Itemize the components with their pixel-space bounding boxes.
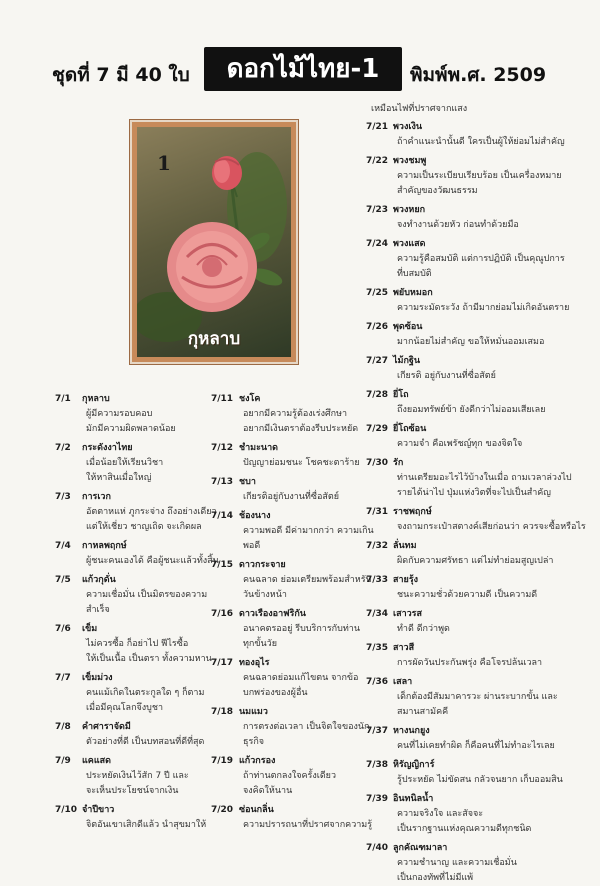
entry-code: 7/5 xyxy=(55,575,71,585)
entry-motto-line: จิตอันเขาเสิกดีแล้ว นำสุขมาให้ xyxy=(86,820,207,830)
flower-entry xyxy=(211,705,391,750)
entry-flower-name: กระดังงาไทย xyxy=(82,443,133,453)
entry-motto-line: อยากมีความรู้ต้องเร่งศึกษา xyxy=(243,409,348,419)
entry-motto-line: เมื่อน้อยให้เรียนวิชา xyxy=(86,458,164,468)
continued-text: เหมือนไฟที่ปราศจากแสง xyxy=(371,104,468,114)
entry-motto-line: การผัดวันประกันพรุ่ง คือโจรปล้นเวลา xyxy=(397,658,543,668)
entry-code: 7/9 xyxy=(55,756,71,766)
entry-flower-name: ชำมะนาด xyxy=(239,443,278,453)
entry-flower-name: แก้วกรอง xyxy=(239,756,276,766)
entry-motto-line: ประหยัดเงินไว้สัก 7 ปี และ xyxy=(86,771,189,781)
entry-flower-name: พุดซ้อน xyxy=(393,322,423,332)
entry-motto-line: ผิดกับความศรัทธา แต่ไม่ทำย่อมสูญเปล่า xyxy=(397,556,554,566)
flower-entry xyxy=(366,675,558,720)
entry-flower-name: พวงเงิน xyxy=(393,122,423,132)
card-number: 1 xyxy=(157,151,171,175)
entry-motto-line: ทำดี ดีกว่าพูด xyxy=(397,624,450,634)
entry-motto-line: ผู้มีความรอบคอบ xyxy=(86,409,153,419)
entry-code: 7/2 xyxy=(55,443,71,453)
entry-code: 7/8 xyxy=(55,722,71,732)
entry-flower-name: สาวสี xyxy=(393,643,415,653)
flower-entry xyxy=(55,441,235,486)
entry-flower-name: ราชพฤกษ์ xyxy=(393,507,432,517)
entry-code: 7/29 xyxy=(366,424,389,434)
entry-code: 7/19 xyxy=(211,756,234,766)
entry-motto-line: ที่บสมบัติ xyxy=(397,269,432,279)
entry-code: 7/20 xyxy=(211,805,234,815)
flower-entry xyxy=(366,573,546,603)
flower-entry xyxy=(211,475,391,505)
flower-entry xyxy=(366,320,546,350)
entry-motto-line: วันข้างหน้า xyxy=(243,590,287,600)
entry-motto-line: ชนะความชั่วด้วยความดี เป็นความดี xyxy=(397,590,538,600)
entry-code: 7/21 xyxy=(366,122,389,132)
entry-motto-line: เป็นรากฐานแห่งคุณความดีทุกชนิด xyxy=(397,824,532,834)
entry-flower-name: ซ่อนกลิ่น xyxy=(239,805,274,815)
entry-flower-name: หางนกยูง xyxy=(393,726,430,736)
entry-motto-line: อนาคตรออยู่ รีบบริการกับท่าน xyxy=(243,624,360,634)
entry-motto-line: มากน้อยไม่สำคัญ ขอให้หมั่นออมเสมอ xyxy=(397,337,545,347)
entry-motto-line: ท่านเตรียมอะไรไว้บ้างในเมื่อ ถามเวลาล่วงไป xyxy=(397,473,572,483)
flower-entry xyxy=(211,803,391,833)
entry-motto-line: ความรู้คือสมบัติ แต่การปฏิบัติ เป็นคุณูปการ xyxy=(397,254,565,264)
entry-flower-name: ทองอุไร xyxy=(239,658,270,668)
entry-flower-name: จำปีขาว xyxy=(82,805,115,815)
entry-flower-name: นมแมว xyxy=(239,707,268,717)
entry-flower-name: ชงโค xyxy=(239,394,261,404)
entry-flower-name: ไม้กฐิน xyxy=(393,356,421,366)
entry-code: 7/22 xyxy=(366,156,389,166)
entry-motto-line: จะเห็นประโยชน์จากเงิน xyxy=(86,786,179,796)
flower-entry xyxy=(366,792,546,837)
entry-motto-line: ให้หาสินเมื่อใหญ่ xyxy=(86,473,152,483)
entry-code: 7/31 xyxy=(366,507,389,517)
entry-motto-line: ให้เป็นเนื้อ เป็นตรา ทั้งความหาน xyxy=(86,654,212,664)
flower-entry xyxy=(366,422,546,452)
entry-flower-name: พยับหมอก xyxy=(393,288,433,298)
entry-code: 7/7 xyxy=(55,673,71,683)
entry-code: 7/15 xyxy=(211,560,234,570)
entry-motto-line: ถ้าท่านตกลงใจครั้งเดียว xyxy=(243,771,337,781)
entry-motto-line: จงถามกระเป๋าสตางค์เสียก่อนว่า ควรจะซื้อหรือไร xyxy=(397,522,586,532)
flower-entry xyxy=(366,120,565,150)
entry-motto-line: ความเป็นระเบียบเรียบร้อย เป็นเครื่องหมาย xyxy=(397,171,562,181)
entry-code: 7/33 xyxy=(366,575,389,585)
entry-code: 7/23 xyxy=(366,205,389,215)
entry-motto-line: ธุรกิจ xyxy=(243,737,265,747)
entry-flower-name: ลูกคัณฑมาลา xyxy=(393,843,448,853)
entry-code: 7/3 xyxy=(55,492,71,502)
flower-entry xyxy=(366,539,554,569)
flower-entry xyxy=(55,803,235,833)
flower-entry xyxy=(55,622,235,667)
flower-entry xyxy=(55,671,235,716)
entry-flower-name: พวงหยก xyxy=(393,205,426,215)
flower-entry xyxy=(55,392,235,437)
entry-flower-name: พวงแสด xyxy=(393,239,426,249)
flower-entry xyxy=(366,758,563,788)
flower-entry xyxy=(366,203,546,233)
entry-code: 7/27 xyxy=(366,356,389,366)
entry-motto-line: จงคิดให้นาน xyxy=(243,786,293,796)
entry-code: 7/28 xyxy=(366,390,389,400)
entry-motto-line: อยากมีเงินตราต้องรีบประหยัด xyxy=(243,424,359,434)
entry-motto-line: แต่ให้เชี่ยว ชาญเถิด จะเกิดผล xyxy=(86,522,202,532)
rose-photo xyxy=(137,127,291,357)
flower-entry xyxy=(366,388,546,418)
flower-entry xyxy=(55,754,235,799)
flower-entry xyxy=(55,573,235,618)
entry-code: 7/40 xyxy=(366,843,389,853)
flower-entry xyxy=(366,237,565,282)
entry-motto-line: ปัญญาย่อมชนะ โชคชะตาร้าย xyxy=(243,458,360,468)
flower-entry xyxy=(366,154,562,199)
entry-motto-line: คนที่ไม่เคยทำผิด ก็คือคนที่ไม่ทำอะไรเลย xyxy=(397,741,555,751)
entry-code: 7/34 xyxy=(366,609,389,619)
entry-flower-name: ยี่โถ xyxy=(393,390,409,400)
entry-motto-line: ความระมัดระวัง ถ้ามีมากย่อมไม่เกิดอันตราย xyxy=(397,303,570,313)
entry-motto-line: ไม่ควรซื้อ ก็อย่าไป ฟีไรซื้อ xyxy=(86,639,189,649)
entry-flower-name: กุหลาบ xyxy=(82,394,110,404)
entry-flower-name: เข็มม่วง xyxy=(82,673,113,683)
entry-code: 7/4 xyxy=(55,541,71,551)
entry-code: 7/17 xyxy=(211,658,234,668)
entry-motto-line: ถึงยอมทรัพย์ข้า ยังดีกว่าไม่ออมเสียเลย xyxy=(397,405,546,415)
entry-motto-line: ความพอดี มีค่ามากกว่า ความเกิน xyxy=(243,526,374,536)
flower-entry xyxy=(366,286,570,316)
entry-code: 7/39 xyxy=(366,794,389,804)
flower-entry xyxy=(211,558,391,603)
entry-flower-name: แก้วกุดั่น xyxy=(82,575,116,585)
entry-flower-name: เข็ม xyxy=(82,624,98,634)
entry-code: 7/25 xyxy=(366,288,389,298)
entry-code: 7/10 xyxy=(55,805,78,815)
entry-code: 7/18 xyxy=(211,707,234,717)
entry-motto-line: บกพร่องของผู้อื่น xyxy=(243,688,308,698)
entry-motto-line: สำเร็จ xyxy=(86,605,110,615)
entry-motto-line: เมื่อมีคุณโลกจึงบูชา xyxy=(86,703,164,713)
entry-code: 7/32 xyxy=(366,541,389,551)
entry-motto-line: เกียรติอยู่กับงานที่ซื่อสัตย์ xyxy=(243,492,339,502)
entry-motto-line: ความจำ คือเพรัชญ์ทุก ของจิตใจ xyxy=(397,439,523,449)
entry-code: 7/13 xyxy=(211,477,234,487)
entry-flower-name: กาหลพฤกษ์ xyxy=(82,541,127,551)
entry-flower-name: อินทนิลน้ำ xyxy=(393,794,434,804)
entry-motto-line: ถ้าคำแนะนำนั้นดี ใครเป็นผู้ให้ย่อมไม่สำคัญ xyxy=(397,137,565,147)
entry-motto-line: คนฉลาดย่อมแก้ไขตน จากข้อ xyxy=(243,673,359,683)
entry-flower-name: รัก xyxy=(393,458,404,468)
entry-motto-line: ตัวอย่างที่ดี เป็นบทสอนที่ดีที่สุด xyxy=(86,737,205,747)
entry-motto-line: เด็กต้องมีสัมมาคารวะ ผ่านระบากขั้น และ xyxy=(397,692,558,702)
entry-code: 7/35 xyxy=(366,643,389,653)
entry-motto-line: พอดี xyxy=(243,541,261,551)
header xyxy=(0,44,600,94)
entry-code: 7/12 xyxy=(211,443,234,453)
entry-code: 7/30 xyxy=(366,458,389,468)
entry-motto-line: รู้ประหยัด ไม่ขัดสน กลัวจนยาก เก็บออมสิน xyxy=(397,775,563,785)
entry-flower-name: หิรัญญิการ์ xyxy=(393,760,435,770)
entry-code: 7/16 xyxy=(211,609,234,619)
entry-flower-name: สายรุ้ง xyxy=(393,575,419,585)
flower-entry xyxy=(55,539,235,569)
series-title: ดอกไม้ไทย-1 xyxy=(204,47,402,91)
flower-entry xyxy=(366,841,546,886)
entry-flower-name: ดาวเรืองอาฟริกัน xyxy=(239,609,306,619)
flower-entry xyxy=(55,490,235,535)
entry-flower-name: ช้องนาง xyxy=(239,511,271,521)
entry-flower-name: ลั่นทม xyxy=(393,541,417,551)
entry-motto-line: ความชำนาญ และความเชื่อมั่น xyxy=(397,858,517,868)
entry-code: 7/14 xyxy=(211,511,234,521)
flower-entry xyxy=(366,456,572,501)
flower-entry xyxy=(211,392,391,437)
flower-entry xyxy=(366,505,586,535)
entry-motto-line: ทุกขั้นวัย xyxy=(243,639,278,649)
print-year-label: พิมพ์พ.ศ. 2509 xyxy=(410,64,547,86)
entry-flower-name: พวงชมพู xyxy=(393,156,427,166)
entry-motto-line: อัตตาหแห่ ภูกระจ่าง ถึงอย่างเดียว xyxy=(86,507,217,517)
flower-entry xyxy=(211,509,391,554)
entry-motto-line: มักมีความผิดพลาดน้อย xyxy=(86,424,176,434)
entry-motto-line: รายได้น่าไป ปุ่มแห่งวิตที่จะไปเป็นสำคัญ xyxy=(397,488,551,498)
entry-flower-name: แคแสด xyxy=(82,756,111,766)
entry-flower-name: ยี่โถซ้อน xyxy=(393,424,427,434)
entry-motto-line: คนแม้เกิดในตระกูลใด ๆ ก็ตาม xyxy=(86,688,205,698)
entry-motto-line: เกียรติ อยู่กับงานที่ซื่อสัตย์ xyxy=(397,371,496,381)
entry-code: 7/36 xyxy=(366,677,389,687)
stamp-card xyxy=(129,119,299,365)
entry-flower-name: ดาวกระจาย xyxy=(239,560,286,570)
flower-entry xyxy=(211,441,391,471)
entry-motto-line: สมานสามัคคี xyxy=(397,707,449,717)
entry-code: 7/24 xyxy=(366,239,389,249)
entry-motto-line: สำคัญของวัฒนธรรม xyxy=(397,186,478,196)
card-flower-name: กุหลาบ xyxy=(187,329,241,349)
entry-flower-name: เสาวรส xyxy=(393,609,423,619)
entry-code: 7/1 xyxy=(55,394,71,404)
entry-motto-line: คนฉลาด ย่อมเตรียมพร้อมสำหรับ xyxy=(243,575,372,585)
entry-motto-line: เป็นกองทัพที่ไม่มีแพ้ xyxy=(397,873,474,883)
entry-motto-line: ผู้ชนะคนเองได้ คือผู้ชนะแล้วทั้งสิ้น xyxy=(86,556,219,566)
flower-entry xyxy=(366,607,546,637)
entry-flower-name: การเวก xyxy=(82,492,111,502)
entry-flower-name: คำศาราจัดมี xyxy=(82,722,131,732)
entry-code: 7/6 xyxy=(55,624,71,634)
entry-motto-line: ความปรารถนาที่ปราศจากความรู้ xyxy=(243,820,373,830)
entry-code: 7/38 xyxy=(366,760,389,770)
flower-entry xyxy=(211,754,391,799)
set-count-label: ชุดที่ 7 มี 40 ใบ xyxy=(52,64,190,86)
flower-entry xyxy=(366,354,546,384)
entry-motto-line: ความเชื่อมั่น เป็นมิตรของความ xyxy=(86,590,208,600)
flower-entry xyxy=(55,720,235,750)
flower-entry xyxy=(366,724,555,754)
flower-entry xyxy=(211,656,391,701)
entry-code: 7/37 xyxy=(366,726,389,736)
entry-code: 7/11 xyxy=(211,394,234,404)
entry-motto-line: จงทำงานด้วยหัว ก่อนทำด้วยมือ xyxy=(397,220,519,230)
entry-motto-line: ความจริงใจ และสัจจะ xyxy=(397,809,484,819)
entry-motto-line: การตรงต่อเวลา เป็นจิตใจของนัก xyxy=(243,722,370,732)
entry-flower-name: เสลา xyxy=(393,677,413,687)
entry-code: 7/26 xyxy=(366,322,389,332)
entry-flower-name: ชบา xyxy=(239,477,256,487)
flower-entry xyxy=(366,641,546,671)
flower-entry xyxy=(211,607,391,652)
